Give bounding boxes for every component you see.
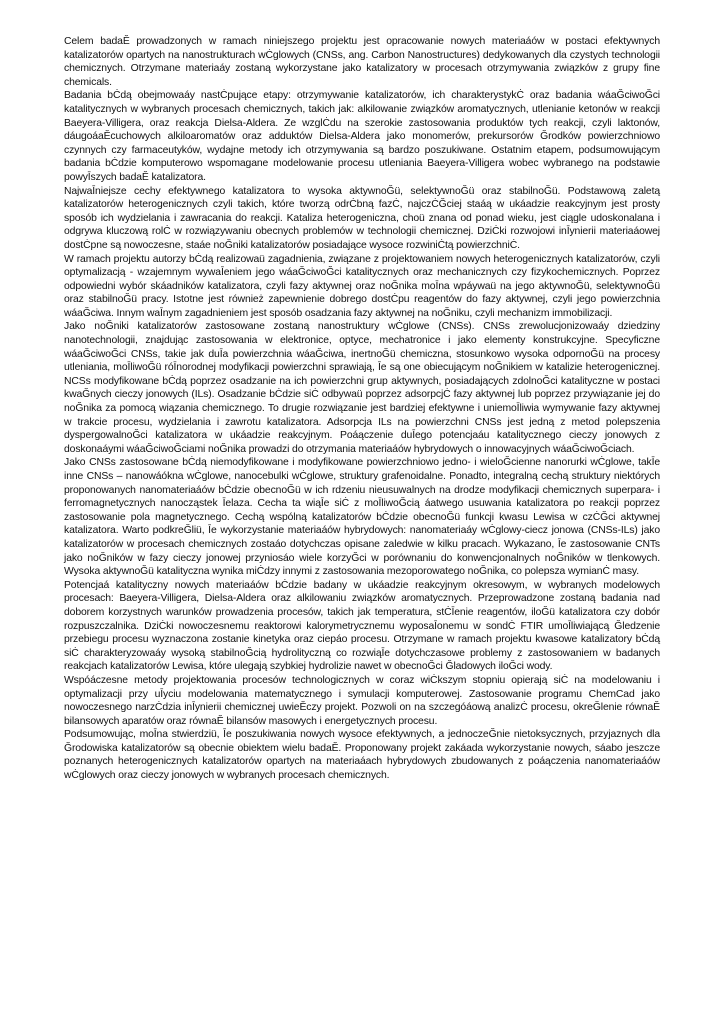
paragraph-catalyst-features: NajwaĪniejsze cechy efektywnego katalizatora to wysoka aktywnoĞü, selektywnoĞü oraz stabilnoĞü. Podstawową zaletą katalizatorów heterogenicznych czyli takich, które tworzą odrĊbną fazĊ, najczĊĞciej staáą w ukáadzie reakcyjnym jest prosty sposób ich wydzielania i zawracania do reakcji. Kataliza heterogeniczna, choü znana od ponad wieku, jest ciągle udoskonalana i odgrywa kluczową rolĊ w rozwiązywaniu obecnych problemów w technologii chemicznej. DziĊki rozwojowi inĪynierii materiaáowej dostĊpne są nowoczesne, staáe noĞniki katalizatorów posiadające wysoce rozwiniĊtą powierzchniĊ.: [64, 185, 660, 251]
paragraph-project-goal: Celem badaĔ prowadzonych w ramach niniejszego projektu jest opracowanie nowych materiaáów w postaci efektywnych katalizatorów opartych na nanostrukturach wĊglowych (CNSs, ang. Carbon Nanostructures) dedykowanych dla czystych technologii chemicznych. Otrzymane materiaáy zostaną wykorzystane jako katalizatory w procesach otrzymywania związków z grupy fine chemicals.: [64, 36, 660, 88]
paragraph-carbon-supports: Jako noĞniki katalizatorów zastosowane zostaną nanostruktury wĊglowe (CNSs). CNSs zrewolucjonizowaáy dziedziny nanotechnologii, znajdując zastosowania w elektronice, optyce, mechatronice i jako elementy konstrukcyjne. Specyficzne wáaĞciwoĞci CNSs, takie jak duĪa powierzchnia wáaĞciwa, inertnoĞü chemiczna, stosunkowo wysoka odpornoĞü na procesy utleniania, moĪliwoĞü róĪnorodnej modyfikacji powierzchni sprawiają, Īe są one obiecującym noĞnikiem w katalizie heterogenicznej. NCSs modyfikowane bĊdą poprzez osadzanie na ich powierzchni grup aktywnych, posiadających zdolnoĞci katalityczne w postaci kwaĞnych cieczy jonowych (ILs). Osadzanie bĊdzie siĊ odbywaü poprzez adsorpcjĊ fazy aktywnej lub poprzez przywiązanie jej do noĞnika za pomocą wiązania chemicznego. To drugie rozwiązanie jest bardziej efektywne i uniemoĪliwia wymywanie fazy aktywnej w trakcie procesu, wydzielania i zawrotu katalizatora. Adsorpcja ILs na powierzchni CNSs jest jedną z metod polepszenia dyspergowalnoĞci katalizatora w ukáadzie reakcyjnym. Poáączenie duĪego potencjaáu katalitycznego cieczy jonowych z doskonaáymi wáaĞciwoĞciami noĞnika prowadzi do otrzymania materiaáów hybrydowych o innowacyjnych wáaĞciwoĞciach.: [64, 321, 660, 455]
document-page: [64, 35, 660, 783]
paragraph-summary: Podsumowując, moĪna stwierdziü, Īe poszukiwania nowych wysoce efektywnych, a jednoczeĞnie nietoksycznych, przyjaznych dla Ğrodowiska katalizatorów są obecnie obiektem wielu badaĔ. Proponowany projekt zakáada wykorzystanie nowych, sáabo jeszcze poznanych heterogenicznych katalizatorów opartych na materiaáach hybrydowych zbudowanych z poáączenia nanomateriaáów wĊglowych oraz cieczy jonowych w wybranych procesach chemicznych.: [64, 729, 660, 782]
paragraph-catalytic-potential: Potencjaá katalityczny nowych materiaáów bĊdzie badany w ukáadzie reakcyjnym okresowym, w wybranych modelowych procesach: Baeyera-Villigera, Dielsa-Aldera oraz alkilowaniu związków aromatycznych. Przeprowadzone zostaną badania nad doborem korzystnych warunków prowadzenia procesów, takich jak temperatura, stĊĪenie reagentów, iloĞü katalizatora czy dobór rozpuszczalnika. DziĊki nowoczesnemu reaktorowi kalorymetrycznemu wyposaĪonemu w sondĊ FTIR umoĪliwiającą Ğledzenie przebiegu procesu wyznaczona zostanie kinetyka oraz ciepáo procesu. Otrzymane w ramach projektu kwasowe katalizatory bĊdą siĊ charakteryzowaáy wysoką stabilnoĞcią hydrolityczną co rozwiąĪe dotychczasowe problemy z zastosowaniem w badanych reakcjach katalizatorów Lewisa, które ulegają szybkiej hydrolizie nawet w obecnoĞci Ğladowych iloĞci wody.: [64, 579, 660, 673]
paragraph-process-modeling: Wspóáczesne metody projektowania procesów technologicznych w coraz wiĊkszym stopniu opierają siĊ na modelowaniu i optymalizacji przy uĪyciu modelowania matematycznego i symulacji komputerowej. Zastosowanie programu ChemCad jako nowoczesnego narzĊdzia inĪynierii chemicznej uwieĔczy projekt. Pozwoli on na szczegóáową analizĊ procesu, okreĞlenie równaĔ bilansowych aparatów oraz równaĔ bilansów masowych i energetycznych procesu.: [64, 674, 660, 727]
paragraph-cns-types: Jako CNSs zastosowane bĊdą niemodyfikowane i modyfikowane powierzchniowo jedno- i wieloĞcienne nanorurki wĊglowe, takĪe inne CNSs – nanowáókna wĊglowe, nanocebulki wĊglowe, struktury grafenoidalne. Ponadto, integralną cechą struktury niektórych proponowanych nanomateriaáów bĊdzie obecnoĞü w ich rdzeniu nieusuwalnych na drodze modyfikacji chemicznych superpara- i ferromagnetycznych nanocząstek Īelaza. Cecha ta wiąĪe siĊ z moĪliwoĞcią áatwego usuwania katalizatora po reakcji poprzez zastosowanie pola magnetycznego. Cechą wspólną katalizatorów bĊdzie obecnoĞü funkcji kwasu Lewisa w czĊĞci aktywnej katalizatora. Warto podkreĞliü, Īe wykorzystanie materiaáów hybrydowych: nanomateriaáy wĊglowy-ciecz jonowa (CNSs-ILs) jako katalizatorów w procesach chemicznych zostaáo dotychczas opisane zaledwie w kilku pracach. Wykazano, Īe zastosowanie CNTs jako noĞników w fazy cieczy jonowej przyniosáo wiele korzyĞci w porównaniu do konwencjonalnych noĞników w tlenkowych. Wysoka aktywnoĞü katalityczna wynika miĊdzy innymi z zastosowania mezoporowatego noĞnika, co polepsza wymianĊ masy.: [64, 457, 660, 578]
paragraph-research-stages: Badania bĊdą obejmowaáy nastĊpujące etapy: otrzymywanie katalizatorów, ich charakterystykĊ oraz badania wáaĞciwoĞci katalitycznych w wybranych procesach chemicznych, takich jak: alkilowanie związków aromatycznych, utlenianie ketonów w reakcji Baeyera-Villigera, oraz reakcja Dielsa-Aldera. Ze wzglĊdu na szerokie zastosowania produktów tych reakcji, czyli laktonów, dáugoáaĔcuchowych alkiloaromatów oraz adduktów Dielsa-Aldera jako monomerów, prekursorów Ğrodków powierzchniowo czynnych czy farmaceutyków, wydajne metody ich otrzymywania są bardzo poszukiwane. Ostatnim etapem, podsumowującym badania bĊdzie komputerowo wspomagane modelowanie procesu utleniania Baeyera-Villigera wobec wybranego na podstawie powyĪszych badaĔ katalizatora.: [64, 90, 660, 183]
paragraph-catalyst-design: W ramach projektu autorzy bĊdą realizowaü zagadnienia, związane z projektowaniem nowych heterogenicznych katalizatorów, czyli optymalizacją - wzajemnym wywaĪeniem jego wáaĞciwoĞci katalitycznych oraz mechanicznych czy fizykochemicznych. Poprzez odpowiedni wybór skáadników katalizatora, czyli fazy aktywnej oraz noĞnika moĪna wpáywaü na jego aktywnoĞü, selektywnoĞü oraz stabilnoĞü pracy. Istotne jest również zapewnienie dobrego dostĊpu reagentów do fazy aktywnej, czyli jego powierzchnia wáaĞciwa. Innym waĪnym zagadnieniem jest sposób osadzania fazy aktywnej na noĞniku, czyli mechanizm immobilizacji.: [64, 253, 660, 319]
